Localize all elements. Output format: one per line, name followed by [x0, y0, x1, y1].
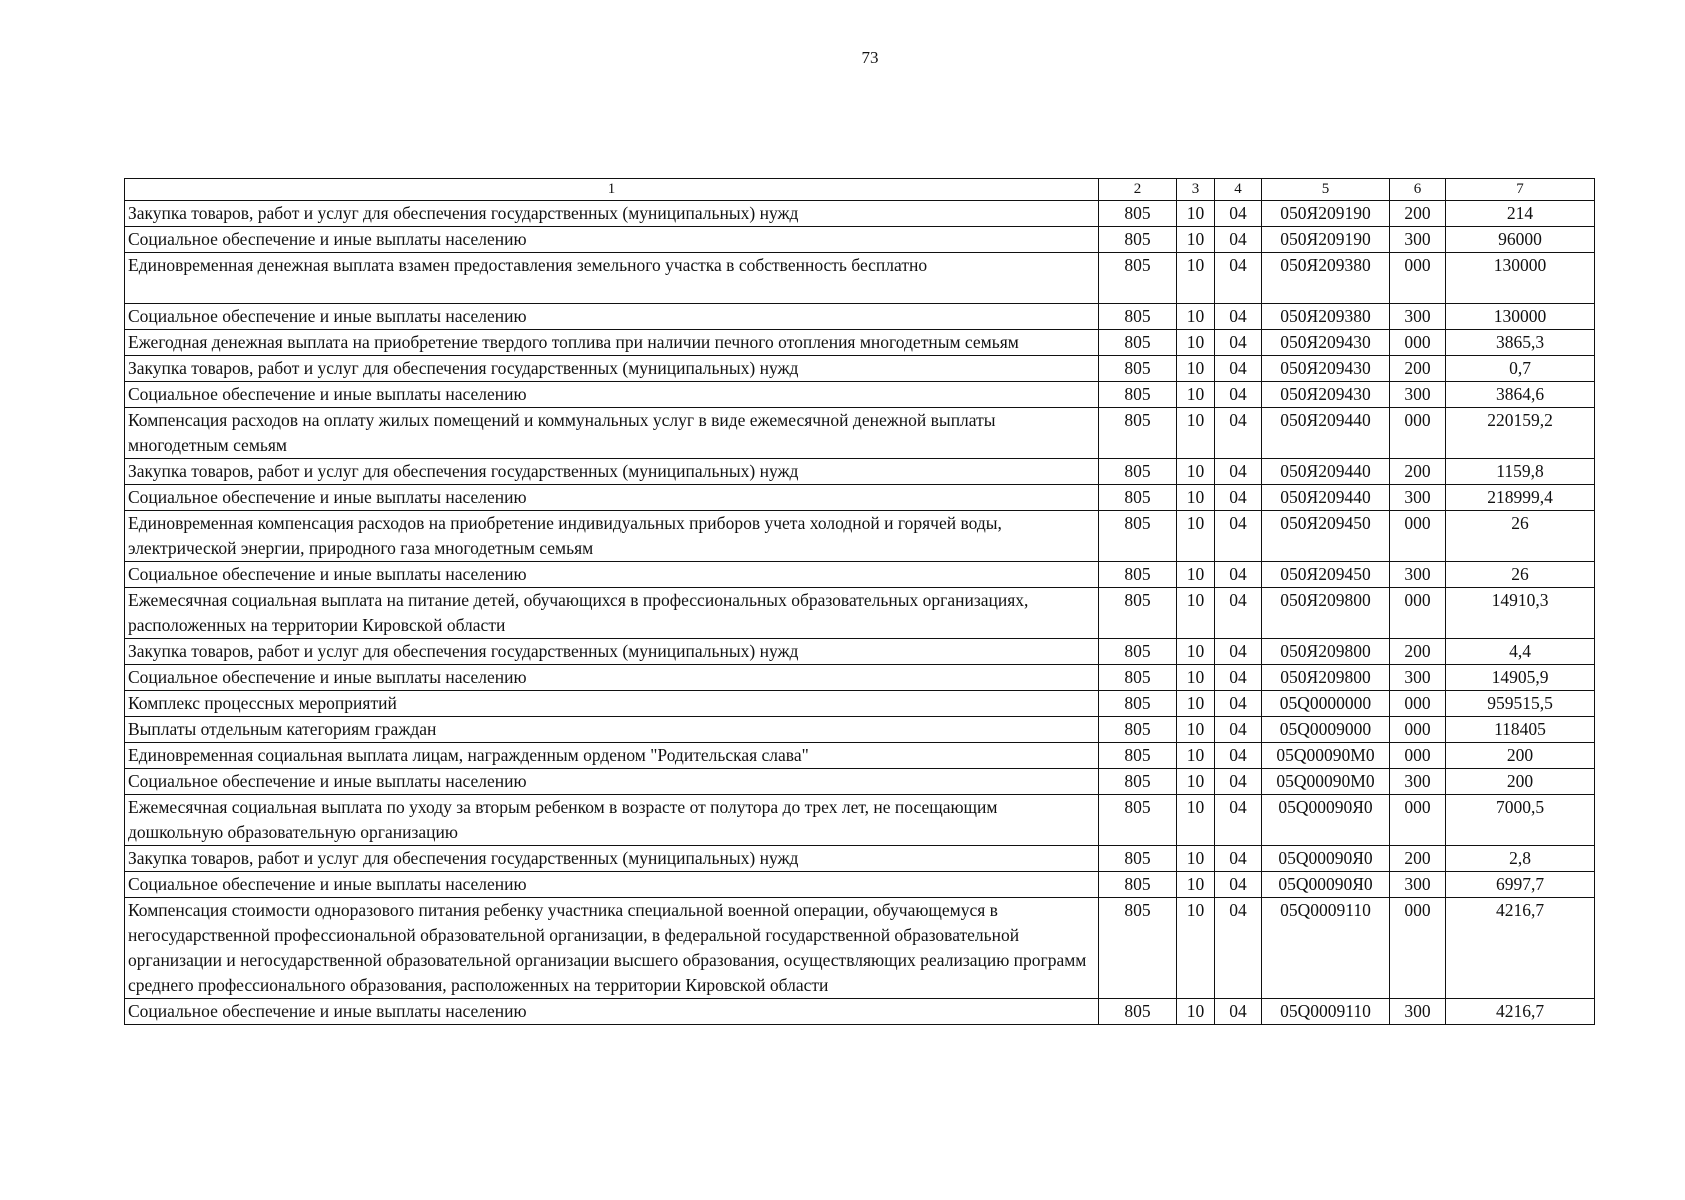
code-section: 10	[1177, 511, 1215, 562]
code-expense-type: 300	[1390, 304, 1446, 330]
code-target: 050Я209440	[1262, 459, 1390, 485]
row-amount: 130000	[1446, 253, 1595, 304]
code-expense-type: 200	[1390, 356, 1446, 382]
row-label: Компенсация стоимости одноразового питания ребенку участника специальной военной операции, обучающемуся в негосударственной профессиональной образовательной организации, в федеральной государственной образовательной организации и негосударственной образовательной организации высшего образования, осуществляющих реализацию программ среднего профессионального образования, расположенных на территории Кировской области	[125, 898, 1099, 999]
code-subsection: 04	[1215, 999, 1262, 1025]
code-expense-type: 200	[1390, 639, 1446, 665]
code-admin: 805	[1099, 691, 1177, 717]
code-subsection: 04	[1215, 588, 1262, 639]
table-row	[125, 408, 1595, 459]
code-expense-type: 300	[1390, 562, 1446, 588]
row-label: Закупка товаров, работ и услуг для обеспечения государственных (муниципальных) нужд	[125, 846, 1099, 872]
row-label: Выплаты отдельным категориям граждан	[125, 717, 1099, 743]
row-amount: 4216,7	[1446, 999, 1595, 1025]
code-target: 05Q0000000	[1262, 691, 1390, 717]
code-expense-type: 200	[1390, 201, 1446, 227]
code-target: 050Я209800	[1262, 665, 1390, 691]
table-row	[125, 999, 1595, 1025]
code-subsection: 04	[1215, 769, 1262, 795]
row-amount: 130000	[1446, 304, 1595, 330]
code-target: 050Я209440	[1262, 485, 1390, 511]
code-admin: 805	[1099, 201, 1177, 227]
code-expense-type: 000	[1390, 408, 1446, 459]
code-subsection: 04	[1215, 459, 1262, 485]
table-row	[125, 201, 1595, 227]
row-label: Ежемесячная социальная выплата на питание детей, обучающихся в профессиональных образовательных организациях, расположенных на территории Кировской области	[125, 588, 1099, 639]
code-section: 10	[1177, 485, 1215, 511]
table-row	[125, 330, 1595, 356]
row-label: Социальное обеспечение и иные выплаты населению	[125, 665, 1099, 691]
code-section: 10	[1177, 717, 1215, 743]
code-target: 050Я209430	[1262, 330, 1390, 356]
row-amount: 96000	[1446, 227, 1595, 253]
row-label: Комплекс процессных мероприятий	[125, 691, 1099, 717]
code-admin: 805	[1099, 588, 1177, 639]
table-row	[125, 691, 1595, 717]
code-subsection: 04	[1215, 304, 1262, 330]
code-admin: 805	[1099, 795, 1177, 846]
code-expense-type: 200	[1390, 846, 1446, 872]
column-header: 2	[1099, 179, 1177, 201]
row-label: Социальное обеспечение и иные выплаты населению	[125, 769, 1099, 795]
row-label: Закупка товаров, работ и услуг для обеспечения государственных (муниципальных) нужд	[125, 201, 1099, 227]
code-expense-type: 000	[1390, 330, 1446, 356]
table-row	[125, 382, 1595, 408]
code-subsection: 04	[1215, 562, 1262, 588]
table-row	[125, 665, 1595, 691]
table-row	[125, 227, 1595, 253]
code-expense-type: 000	[1390, 795, 1446, 846]
code-section: 10	[1177, 408, 1215, 459]
code-admin: 805	[1099, 743, 1177, 769]
code-expense-type: 300	[1390, 382, 1446, 408]
code-subsection: 04	[1215, 356, 1262, 382]
code-target: 05Q0009110	[1262, 999, 1390, 1025]
code-section: 10	[1177, 743, 1215, 769]
row-label: Единовременная денежная выплата взамен предоставления земельного участка в собственность бесплатно	[125, 253, 1099, 304]
code-section: 10	[1177, 459, 1215, 485]
code-target: 05Q00090М0	[1262, 743, 1390, 769]
table-row	[125, 588, 1595, 639]
row-label: Единовременная компенсация расходов на приобретение индивидуальных приборов учета холодной и горячей воды, электрической энергии, природного газа многодетным семьям	[125, 511, 1099, 562]
code-subsection: 04	[1215, 898, 1262, 999]
code-section: 10	[1177, 769, 1215, 795]
code-admin: 805	[1099, 330, 1177, 356]
column-header: 1	[125, 179, 1099, 201]
code-expense-type: 000	[1390, 588, 1446, 639]
table-row	[125, 898, 1595, 999]
code-admin: 805	[1099, 356, 1177, 382]
code-subsection: 04	[1215, 330, 1262, 356]
code-subsection: 04	[1215, 717, 1262, 743]
code-expense-type: 000	[1390, 511, 1446, 562]
code-expense-type: 300	[1390, 872, 1446, 898]
code-expense-type: 000	[1390, 691, 1446, 717]
code-admin: 805	[1099, 846, 1177, 872]
code-admin: 805	[1099, 304, 1177, 330]
page-number: 73	[861, 48, 879, 67]
code-target: 05Q00090Я0	[1262, 795, 1390, 846]
table-row	[125, 846, 1595, 872]
code-target: 050Я209450	[1262, 562, 1390, 588]
code-target: 050Я209430	[1262, 382, 1390, 408]
code-admin: 805	[1099, 253, 1177, 304]
row-amount: 3865,3	[1446, 330, 1595, 356]
code-section: 10	[1177, 356, 1215, 382]
code-subsection: 04	[1215, 253, 1262, 304]
table-header-row	[125, 179, 1595, 201]
code-section: 10	[1177, 562, 1215, 588]
code-target: 050Я209450	[1262, 511, 1390, 562]
code-expense-type: 000	[1390, 717, 1446, 743]
code-admin: 805	[1099, 382, 1177, 408]
code-subsection: 04	[1215, 691, 1262, 717]
table-row	[125, 356, 1595, 382]
table-row	[125, 459, 1595, 485]
row-amount: 959515,5	[1446, 691, 1595, 717]
code-expense-type: 000	[1390, 253, 1446, 304]
code-admin: 805	[1099, 999, 1177, 1025]
code-admin: 805	[1099, 665, 1177, 691]
code-target: 050Я209380	[1262, 253, 1390, 304]
code-subsection: 04	[1215, 227, 1262, 253]
column-header: 5	[1262, 179, 1390, 201]
code-expense-type: 000	[1390, 898, 1446, 999]
table-row	[125, 717, 1595, 743]
row-amount: 118405	[1446, 717, 1595, 743]
code-expense-type: 300	[1390, 665, 1446, 691]
code-section: 10	[1177, 872, 1215, 898]
column-header: 7	[1446, 179, 1595, 201]
row-label: Социальное обеспечение и иные выплаты населению	[125, 227, 1099, 253]
code-target: 05Q00090Я0	[1262, 872, 1390, 898]
code-admin: 805	[1099, 639, 1177, 665]
row-amount: 220159,2	[1446, 408, 1595, 459]
code-admin: 805	[1099, 485, 1177, 511]
code-subsection: 04	[1215, 639, 1262, 665]
row-label: Социальное обеспечение и иные выплаты населению	[125, 562, 1099, 588]
code-section: 10	[1177, 846, 1215, 872]
code-section: 10	[1177, 253, 1215, 304]
code-section: 10	[1177, 999, 1215, 1025]
row-amount: 4,4	[1446, 639, 1595, 665]
code-expense-type: 000	[1390, 743, 1446, 769]
code-target: 050Я209190	[1262, 227, 1390, 253]
table-row	[125, 485, 1595, 511]
row-label: Социальное обеспечение и иные выплаты населению	[125, 872, 1099, 898]
code-section: 10	[1177, 691, 1215, 717]
row-amount: 26	[1446, 511, 1595, 562]
code-expense-type: 200	[1390, 459, 1446, 485]
code-admin: 805	[1099, 769, 1177, 795]
code-target: 050Я209440	[1262, 408, 1390, 459]
row-label: Социальное обеспечение и иные выплаты населению	[125, 999, 1099, 1025]
row-amount: 1159,8	[1446, 459, 1595, 485]
column-header: 3	[1177, 179, 1215, 201]
code-admin: 805	[1099, 511, 1177, 562]
code-subsection: 04	[1215, 201, 1262, 227]
row-amount: 6997,7	[1446, 872, 1595, 898]
code-target: 05Q00090М0	[1262, 769, 1390, 795]
code-expense-type: 300	[1390, 227, 1446, 253]
code-section: 10	[1177, 639, 1215, 665]
row-amount: 214	[1446, 201, 1595, 227]
code-target: 05Q0009110	[1262, 898, 1390, 999]
code-subsection: 04	[1215, 382, 1262, 408]
code-admin: 805	[1099, 408, 1177, 459]
code-section: 10	[1177, 898, 1215, 999]
code-target: 050Я209800	[1262, 588, 1390, 639]
code-subsection: 04	[1215, 743, 1262, 769]
table-row	[125, 253, 1595, 304]
code-subsection: 04	[1215, 795, 1262, 846]
row-amount: 2,8	[1446, 846, 1595, 872]
row-amount: 0,7	[1446, 356, 1595, 382]
code-target: 050Я209380	[1262, 304, 1390, 330]
code-expense-type: 300	[1390, 769, 1446, 795]
row-label: Закупка товаров, работ и услуг для обеспечения государственных (муниципальных) нужд	[125, 639, 1099, 665]
table-row	[125, 743, 1595, 769]
row-label: Ежегодная денежная выплата на приобретение твердого топлива при наличии печного отопления многодетным семьям	[125, 330, 1099, 356]
row-amount: 14910,3	[1446, 588, 1595, 639]
code-target: 05Q0009000	[1262, 717, 1390, 743]
code-section: 10	[1177, 665, 1215, 691]
budget-table	[124, 178, 1595, 1025]
row-label: Социальное обеспечение и иные выплаты населению	[125, 304, 1099, 330]
code-section: 10	[1177, 330, 1215, 356]
code-subsection: 04	[1215, 665, 1262, 691]
row-label: Компенсация расходов на оплату жилых помещений и коммунальных услуг в виде ежемесячной денежной выплаты многодетным семьям	[125, 408, 1099, 459]
code-subsection: 04	[1215, 485, 1262, 511]
code-subsection: 04	[1215, 408, 1262, 459]
row-label: Единовременная социальная выплата лицам, награжденным орденом "Родительская слава"	[125, 743, 1099, 769]
row-amount: 3864,6	[1446, 382, 1595, 408]
table-row	[125, 639, 1595, 665]
code-expense-type: 300	[1390, 485, 1446, 511]
code-section: 10	[1177, 588, 1215, 639]
code-admin: 805	[1099, 717, 1177, 743]
row-amount: 7000,5	[1446, 795, 1595, 846]
row-label: Социальное обеспечение и иные выплаты населению	[125, 485, 1099, 511]
table-row	[125, 511, 1595, 562]
code-target: 05Q00090Я0	[1262, 846, 1390, 872]
table-row	[125, 562, 1595, 588]
code-admin: 805	[1099, 227, 1177, 253]
code-subsection: 04	[1215, 872, 1262, 898]
code-target: 050Я209800	[1262, 639, 1390, 665]
code-admin: 805	[1099, 872, 1177, 898]
table-row	[125, 872, 1595, 898]
row-amount: 200	[1446, 743, 1595, 769]
row-amount: 218999,4	[1446, 485, 1595, 511]
code-target: 050Я209190	[1262, 201, 1390, 227]
row-label: Закупка товаров, работ и услуг для обеспечения государственных (муниципальных) нужд	[125, 356, 1099, 382]
row-amount: 14905,9	[1446, 665, 1595, 691]
column-header: 4	[1215, 179, 1262, 201]
row-label: Ежемесячная социальная выплата по уходу за вторым ребенком в возрасте от полутора до трех лет, не посещающим дошкольную образовательную организацию	[125, 795, 1099, 846]
code-admin: 805	[1099, 562, 1177, 588]
row-label: Закупка товаров, работ и услуг для обеспечения государственных (муниципальных) нужд	[125, 459, 1099, 485]
code-admin: 805	[1099, 459, 1177, 485]
code-section: 10	[1177, 201, 1215, 227]
table-row	[125, 304, 1595, 330]
table-row	[125, 795, 1595, 846]
table-row	[125, 769, 1595, 795]
code-target: 050Я209430	[1262, 356, 1390, 382]
code-admin: 805	[1099, 898, 1177, 999]
code-expense-type: 300	[1390, 999, 1446, 1025]
column-header: 6	[1390, 179, 1446, 201]
row-amount: 200	[1446, 769, 1595, 795]
row-amount: 4216,7	[1446, 898, 1595, 999]
code-section: 10	[1177, 795, 1215, 846]
code-subsection: 04	[1215, 511, 1262, 562]
code-section: 10	[1177, 227, 1215, 253]
row-amount: 26	[1446, 562, 1595, 588]
code-section: 10	[1177, 382, 1215, 408]
row-label: Социальное обеспечение и иные выплаты населению	[125, 382, 1099, 408]
code-section: 10	[1177, 304, 1215, 330]
code-subsection: 04	[1215, 846, 1262, 872]
